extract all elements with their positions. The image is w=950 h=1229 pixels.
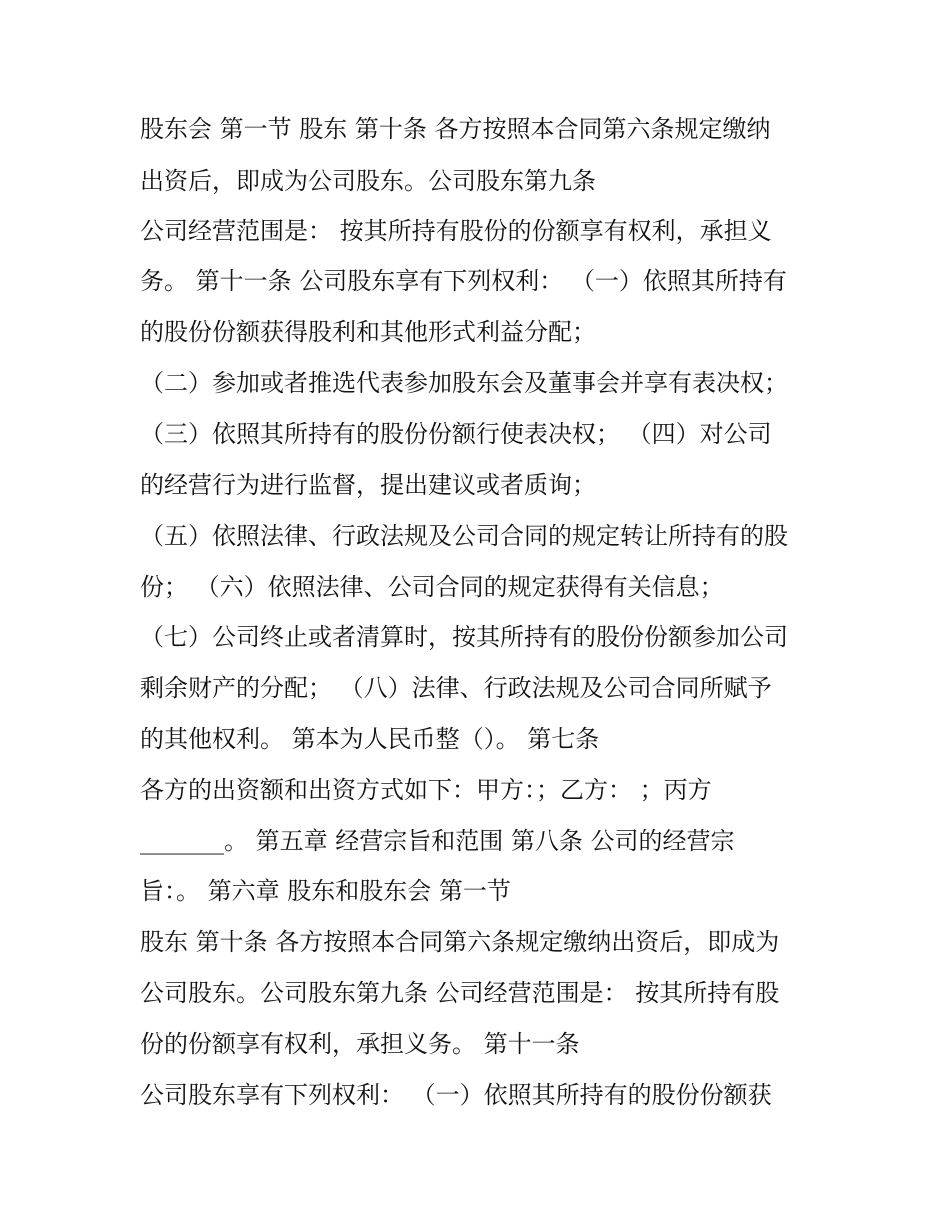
text-line: 公司股东享有下列权利： （一）依照其所持有的股份份额获 — [140, 1081, 772, 1109]
text-line: （三）依照其所持有的股份份额行使表决权； （四）对公司 — [140, 420, 772, 448]
text-line: 份的份额享有权利，承担义务。 第十一条 — [140, 1030, 580, 1058]
text-line: 的经营行为进行监督，提出建议或者质询； — [140, 471, 596, 499]
text-line: 股东 第十条 各方按照本合同第六条规定缴纳出资后，即成为 — [140, 928, 780, 956]
text-line: 公司经营范围是： 按其所持有股份的份额享有权利，承担义 — [140, 217, 772, 245]
text-line: 各方的出资额和出资方式如下：甲方：；乙方： ；丙方 — [140, 776, 712, 804]
text-line: 公司股东。公司股东第九条 公司经营范围是： 按其所持有股 — [140, 979, 780, 1007]
text-line: 剩余财产的分配； （八）法律、行政法规及公司合同所赋予 — [140, 674, 772, 702]
text-line: 份； （六）依照法律、公司合同的规定获得有关信息； — [140, 573, 724, 601]
text-line: （二）参加或者推选代表参加股东会及董事会并享有表决权； — [140, 369, 788, 397]
text-line: 旨：。 第六章 股东和股东会 第一节 — [140, 877, 511, 905]
text-line: 的其他权利。 第本为人民币整（）。 第七条 — [140, 725, 600, 753]
text-line: （七）公司终止或者清算时，按其所持有的股份份额参加公司 — [140, 623, 788, 651]
text-line: 出资后，即成为公司股东。公司股东第九条 — [140, 167, 596, 195]
text-line: （五）依照法律、行政法规及公司合同的规定转让所持有的股 — [140, 522, 788, 550]
text-line: 务。 第十一条 公司股东享有下列权利： （一）依照其所持有 — [140, 267, 787, 295]
text-line: 的股份份额获得股利和其他形式利益分配； — [140, 318, 596, 346]
text-line: 股东会 第一节 股东 第十条 各方按照本合同第六条规定缴纳 — [140, 115, 771, 143]
text-line: _______。 第五章 经营宗旨和范围 第八条 公司的经营宗 — [140, 827, 735, 855]
